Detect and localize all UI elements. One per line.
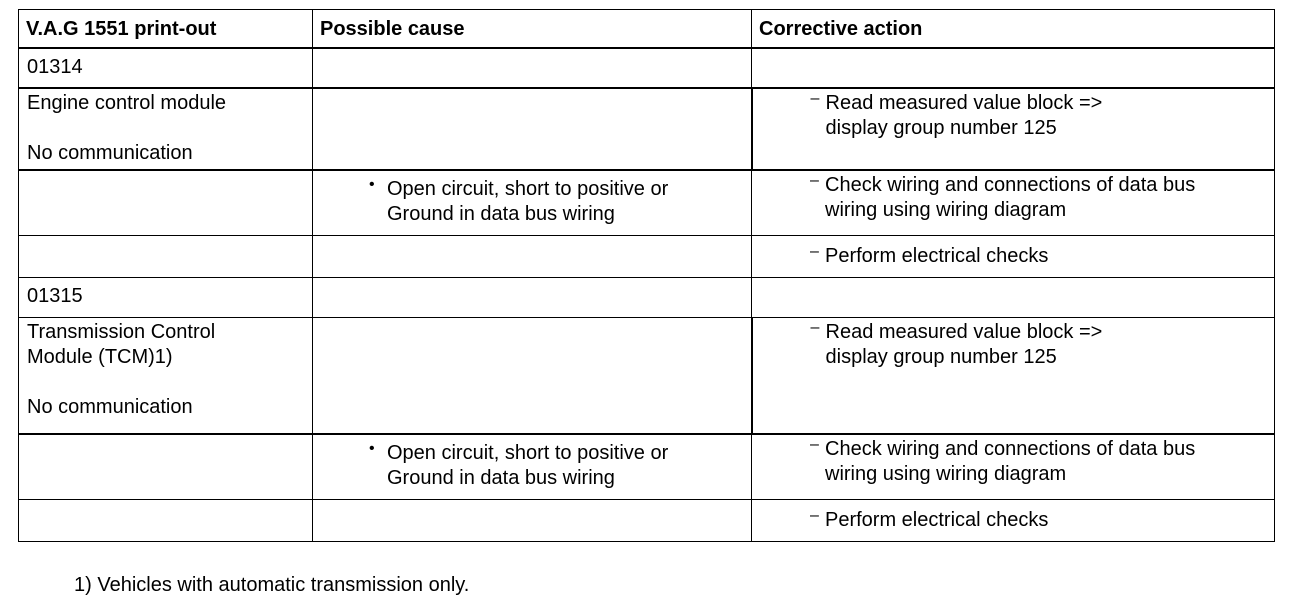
empty-cell [313,88,752,170]
fault-description-spacer [27,116,312,141]
cause-line: Open circuit, short to positive or [387,177,669,200]
cause-line: Open circuit, short to positive or [387,441,669,464]
fault-description-line: Transmission Control [27,321,216,343]
corrective-action [752,318,1275,434]
action-line: display group number 125 [825,346,1057,368]
table-row [19,434,1275,500]
action-line: wiring using wiring diagram [825,462,1067,485]
empty-cell [313,500,752,542]
possible-cause [313,170,752,236]
dash-icon: – [810,319,820,336]
corrective-action [752,236,1275,278]
action-line: wiring using wiring diagram [825,198,1067,221]
header-corrective-action: Corrective action [752,10,1275,48]
action-line: Perform electrical checks [825,245,1049,267]
empty-cell [19,236,313,278]
corrective-action [752,88,1275,170]
header-row [19,10,1275,48]
empty-cell [313,48,752,88]
empty-cell [313,278,752,318]
empty-cell [752,48,1275,88]
header-printout: V.A.G 1551 print-out [19,10,313,48]
fault-status: No communication [27,396,193,418]
table-row [19,88,1275,170]
action-line: Perform electrical checks [825,509,1049,531]
dash-icon: – [810,243,819,260]
table-row [19,236,1275,278]
table-row [19,278,1275,318]
table-row [19,318,1275,434]
table-row [19,48,1275,88]
dash-icon: – [810,89,820,107]
table-row [19,170,1275,236]
fault-description-spacer [27,370,312,395]
empty-cell [19,500,313,542]
bullet-icon: • [369,439,375,457]
diagnostic-table [18,9,1275,542]
dash-icon: – [810,171,819,189]
action-line: Check wiring and connections of data bus [825,437,1196,460]
fault-description [19,88,313,170]
fault-description-line: Module (TCM)1) [27,346,173,368]
footnote: 1) Vehicles with automatic transmission only. [74,574,470,596]
fault-code: 01315 [19,278,313,318]
action-line: Read measured value block => [825,91,1103,114]
empty-cell [19,170,313,236]
corrective-action [752,500,1275,542]
bullet-icon: • [369,175,375,193]
dash-icon: – [810,435,819,453]
empty-cell [752,278,1275,318]
header-possible-cause: Possible cause [313,10,752,48]
action-line: display group number 125 [825,116,1057,139]
empty-cell [313,318,752,434]
empty-cell [313,236,752,278]
corrective-action [752,170,1275,236]
empty-cell [19,434,313,500]
fault-description [19,318,313,434]
action-line: Read measured value block => [825,321,1103,343]
fault-code: 01314 [19,48,313,88]
possible-cause [313,434,752,500]
fault-description-line: Engine control module [27,91,227,114]
fault-status: No communication [27,141,193,164]
cause-line: Ground in data bus wiring [387,202,615,225]
dash-icon: – [810,507,819,524]
corrective-action [752,434,1275,500]
table-row [19,500,1275,542]
action-line: Check wiring and connections of data bus [825,173,1196,196]
cause-line: Ground in data bus wiring [387,466,615,489]
